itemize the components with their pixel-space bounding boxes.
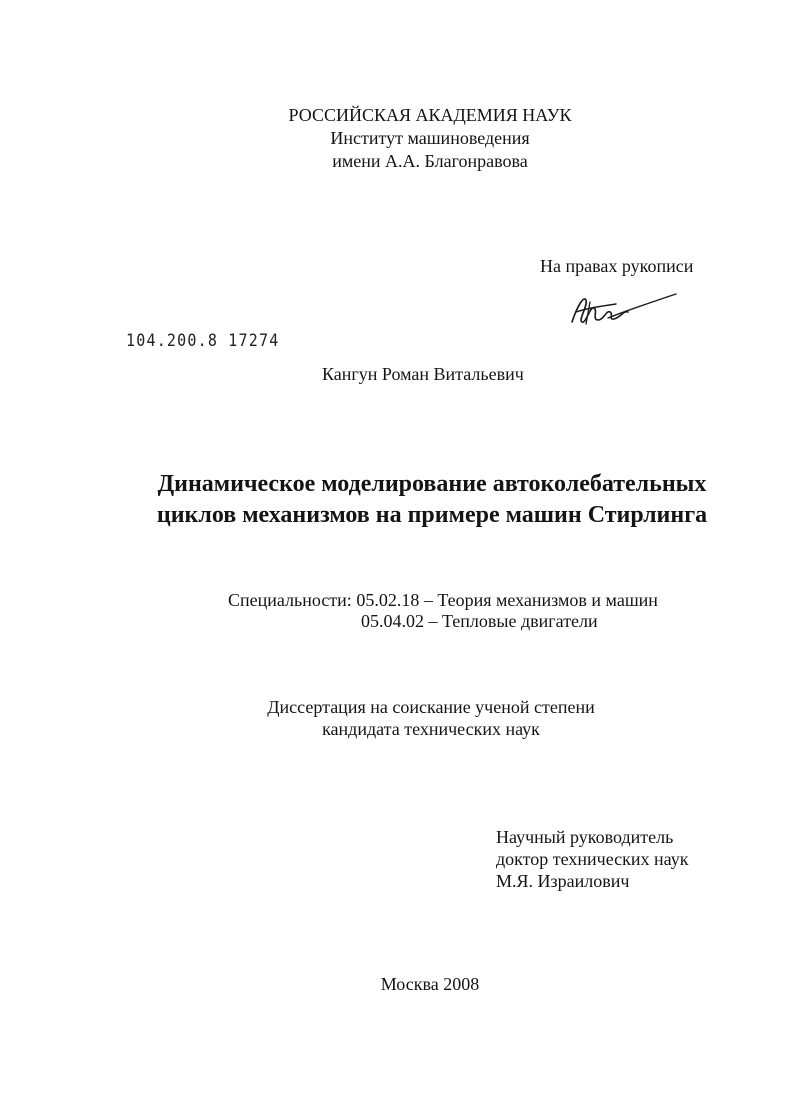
city-year: Москва 2008 — [380, 974, 480, 994]
degree-line-1: Диссертация на соискание ученой степени — [267, 697, 595, 717]
advisor-name: М.Я. Израилович — [496, 871, 630, 891]
header-block — [0, 104, 797, 173]
institute-name: Институт машиноведения — [330, 128, 530, 148]
archive-stamp-number: 104.200.8 17274 — [126, 330, 280, 351]
institute-named-after: имени А.А. Благонравова — [332, 151, 528, 171]
manuscript-note: На правах рукописи — [540, 256, 694, 276]
advisor-role: Научный руководитель — [496, 827, 674, 847]
advisor-degree: доктор технических наук — [496, 849, 689, 869]
degree-line-2: кандидата технических наук — [322, 719, 540, 739]
specialty-2: 05.04.02 – Тепловые двигатели — [361, 611, 598, 631]
title-line-1: Динамическое моделирование автоколебательных — [157, 471, 707, 497]
title-line-2: циклов механизмов на примере машин Стирлинга — [156, 502, 708, 528]
advisor-block — [496, 826, 689, 892]
dissertation-degree — [0, 696, 797, 740]
specialty-1: 05.02.18 – Теория механизмов и машин — [356, 590, 658, 610]
signature — [568, 286, 680, 332]
academy-name: РОССИЙСКАЯ АКАДЕМИЯ НАУК — [288, 105, 572, 125]
dissertation-title — [0, 469, 797, 531]
specialties-label: Специальности: — [228, 590, 352, 610]
author-name: Кангун Роман Витальевич — [322, 364, 524, 384]
specialties-line-1 — [228, 590, 658, 611]
